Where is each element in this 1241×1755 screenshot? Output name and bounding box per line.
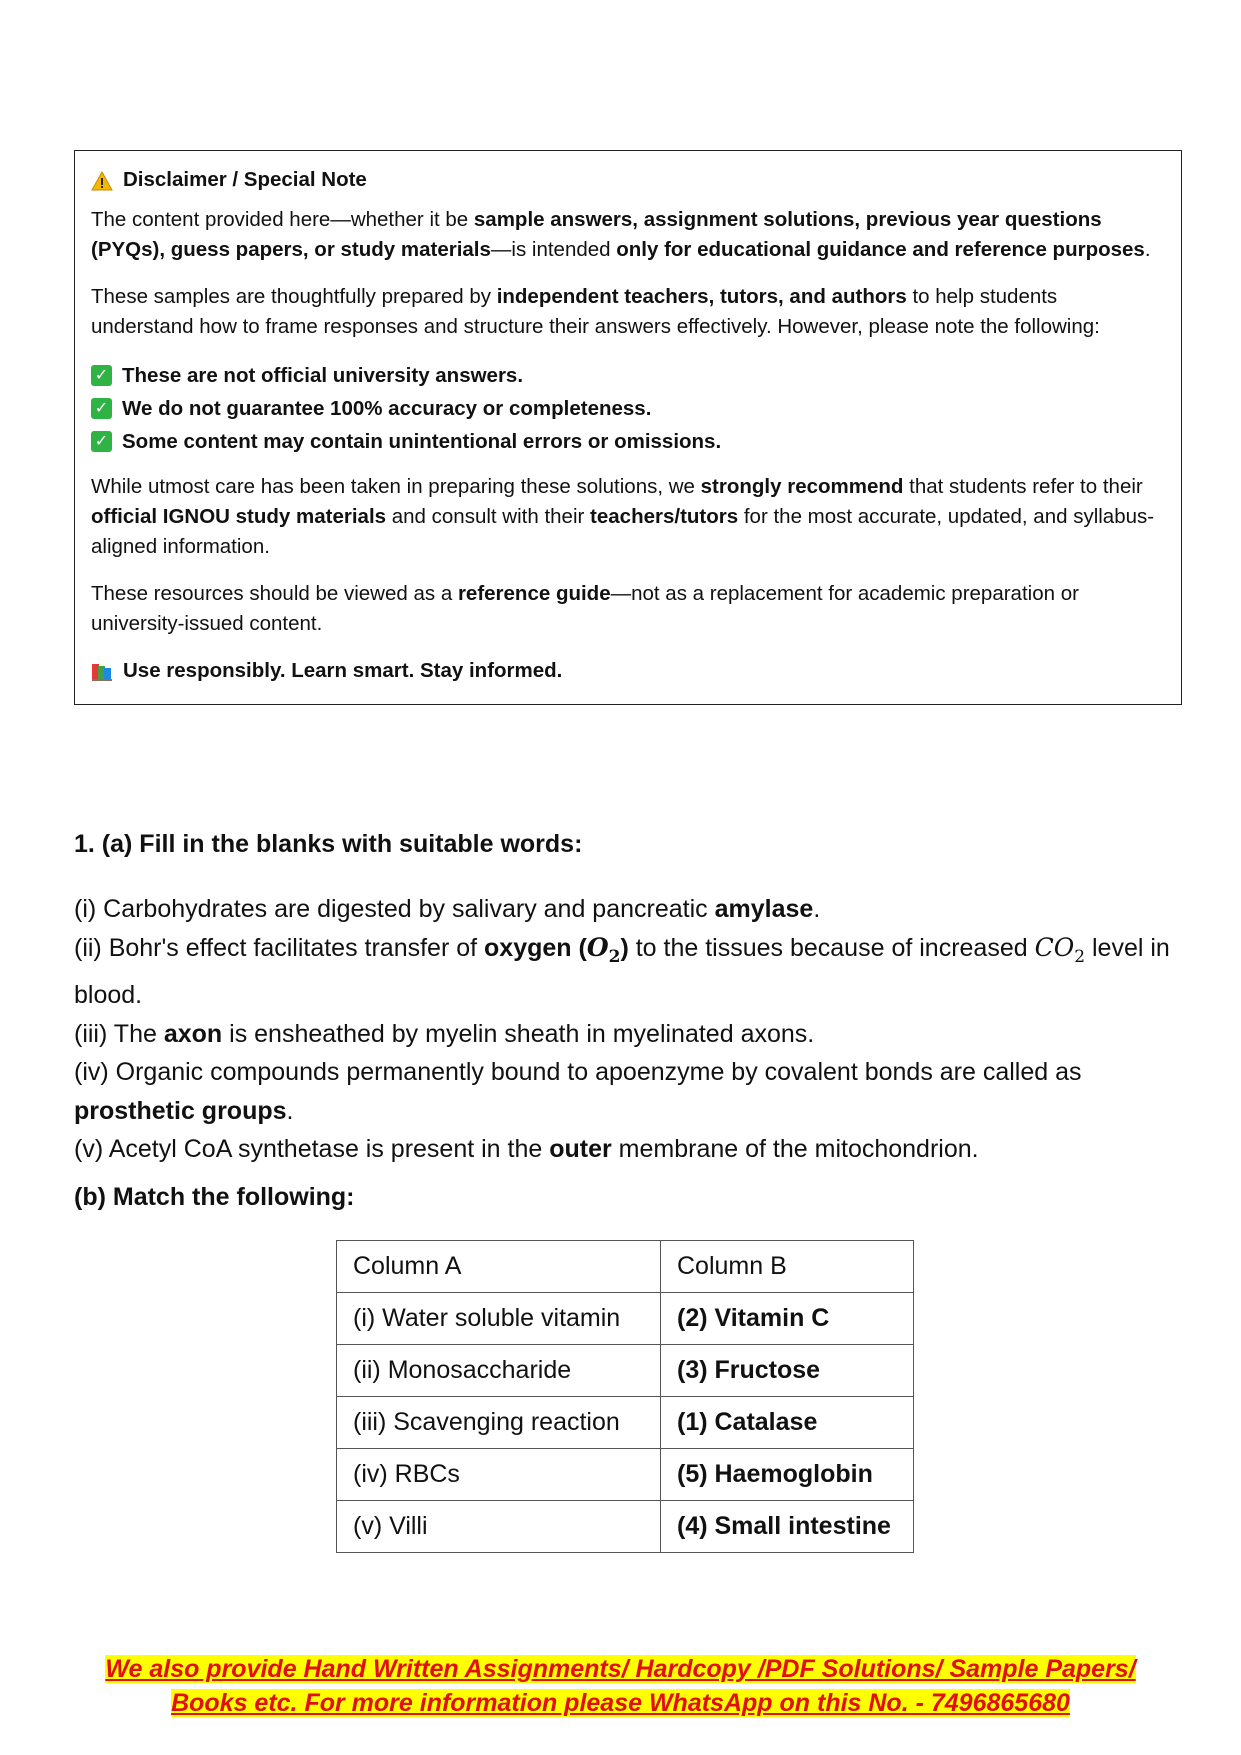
table-cell: (1) Catalase xyxy=(661,1397,914,1449)
books-icon xyxy=(91,661,113,681)
promo-banner xyxy=(60,1652,1181,1720)
disclaimer-paragraph-3: While utmost care has been taken in preparing these solutions, we strongly recommend that students refer to their official IGNOU study materials and consult with their teachers/tutors for the most accurate, updated, and syllabus-aligned information. xyxy=(91,475,1155,558)
check-icon: ✓ xyxy=(91,398,112,419)
disclaimer-title-row xyxy=(91,165,1165,195)
table-row xyxy=(337,1449,914,1501)
table-header-cell: Column B xyxy=(661,1241,914,1293)
match-heading: (b) Match the following: xyxy=(74,1183,355,1211)
table-cell: (4) Small intestine xyxy=(661,1501,914,1553)
table-row xyxy=(337,1293,914,1345)
disclaimer-title: Disclaimer / Special Note xyxy=(123,168,367,191)
fill-blank-item: (iv) Organic compounds permanently bound to apoenzyme by covalent bonds are called as prosthetic groups. xyxy=(74,1058,1082,1125)
table-cell: (ii) Monosaccharide xyxy=(337,1345,661,1397)
table-cell: (iii) Scavenging reaction xyxy=(337,1397,661,1449)
disclaimer-box xyxy=(74,150,1182,705)
fill-blank-item: (iii) The axon is ensheathed by myelin sheath in myelinated axons. xyxy=(74,1019,815,1048)
list-item: ✓ These are not official university answers. xyxy=(91,359,1165,392)
fill-blank-item: (v) Acetyl CoA synthetase is present in the outer membrane of the mitochondrion. xyxy=(74,1135,979,1163)
table-header-cell: Column A xyxy=(337,1241,661,1293)
match-table xyxy=(336,1240,914,1553)
table-cell: (2) Vitamin C xyxy=(661,1293,914,1345)
disclaimer-paragraph-4: These resources should be viewed as a reference guide—not as a replacement for academic preparation or university-issued content. xyxy=(91,582,1079,635)
check-icon: ✓ xyxy=(91,365,112,386)
disclaimer-paragraph-2: These samples are thoughtfully prepared by independent teachers, tutors, and authors to help students understand how to frame responses and structure their answers effectively. However, please note the following: xyxy=(91,285,1100,338)
table-cell: (5) Haemoglobin xyxy=(661,1449,914,1501)
table-header-row xyxy=(337,1241,914,1293)
table-cell: (v) Villi xyxy=(337,1501,661,1553)
check-icon: ✓ xyxy=(91,431,112,452)
list-item: ✓ We do not guarantee 100% accuracy or completeness. xyxy=(91,392,1165,425)
table-row xyxy=(337,1345,914,1397)
list-item: ✓ Some content may contain unintentional errors or omissions. xyxy=(91,425,1165,458)
promo-line-2: Books etc. For more information please WhatsApp on this No. - 7496865680 xyxy=(171,1689,1070,1717)
disclaimer-closing: Use responsibly. Learn smart. Stay informed. xyxy=(91,656,1165,686)
question-heading: 1. (a) Fill in the blanks with suitable words: xyxy=(74,830,583,858)
fill-blank-item: (i) Carbohydrates are digested by salivary and pancreatic amylase. xyxy=(74,895,821,923)
table-cell: (i) Water soluble vitamin xyxy=(337,1293,661,1345)
warning-icon xyxy=(91,170,113,190)
disclaimer-check-list xyxy=(91,359,1165,458)
table-cell: (iv) RBCs xyxy=(337,1449,661,1501)
fill-blanks-list xyxy=(74,890,1184,1169)
promo-line-1: We also provide Hand Written Assignments/ Hardcopy /PDF Solutions/ Sample Papers/ xyxy=(105,1655,1136,1683)
fill-blank-item: (ii) Bohr's effect facilitates transfer of oxygen $(O_2)$ to the tissues because of increased $CO_2$ level in blood. xyxy=(74,932,1170,1009)
table-cell: (3) Fructose xyxy=(661,1345,914,1397)
table-row xyxy=(337,1501,914,1553)
table-row xyxy=(337,1397,914,1449)
disclaimer-paragraph-1: The content provided here—whether it be sample answers, assignment solutions, previous year questions (PYQs), guess papers, or study materials—is intended only for educational guidance and reference purposes. xyxy=(91,208,1151,261)
